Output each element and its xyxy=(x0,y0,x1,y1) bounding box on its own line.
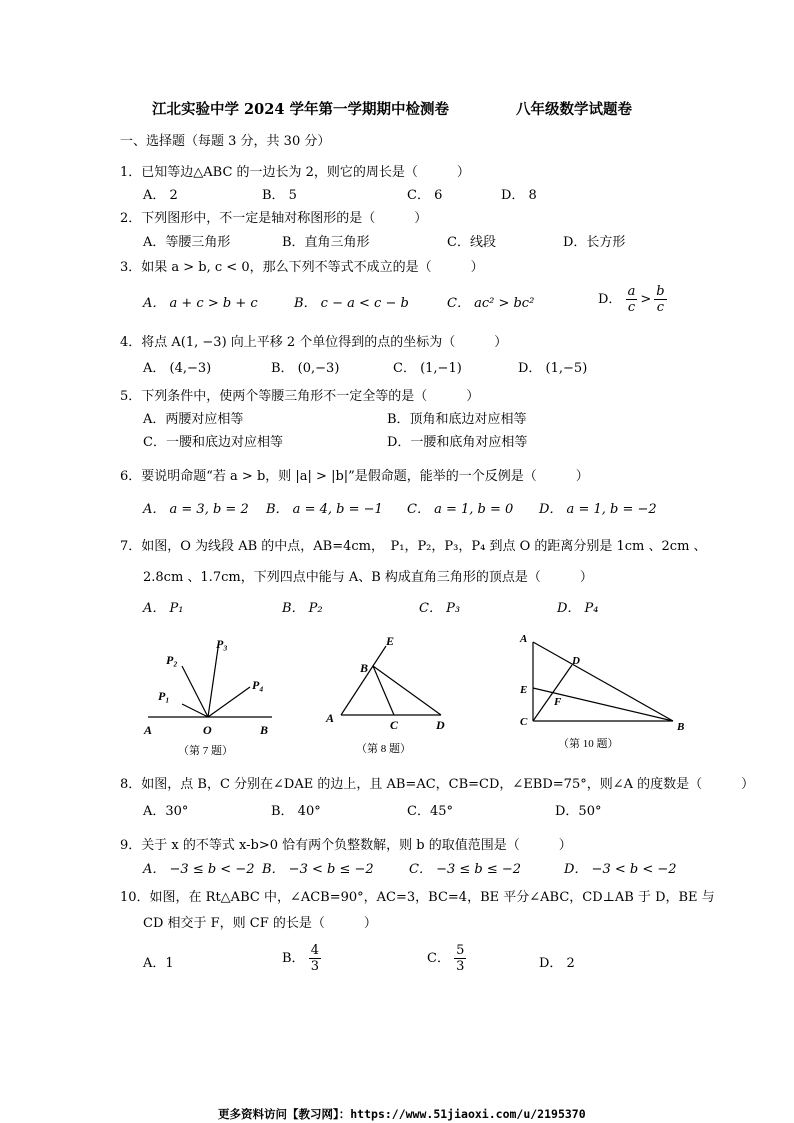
fraction-denominator: 3 xyxy=(456,959,465,974)
fraction-numerator: 5 xyxy=(456,943,465,958)
q9-option-d: D． −3 < b < −2 xyxy=(564,862,677,877)
q4-option-b: B． (0,−3) xyxy=(271,361,340,376)
q10-option-c xyxy=(427,940,466,978)
q6-stem: 6．要说明命题“若 a > b，则 |a| > |b|”是假命题，能举的一个反例是（ ） xyxy=(120,469,589,484)
q5-option-c: C．一腰和底边对应相等 xyxy=(143,435,283,450)
q10-stem-line2: CD 相交于 F，则 CF 的长是（ ） xyxy=(143,916,377,931)
q10-stem: 10．如图，在 Rt△ABC 中，∠ACB=90°，AC=3，BC=4，BE 平分∠ABC，CD⊥AB 于 D，BE 与 xyxy=(120,890,715,905)
fig10-label-b: B xyxy=(677,721,685,733)
q4-option-d: D． (1,−5) xyxy=(518,361,588,376)
q6-option-b: B． a = 4, b = −1 xyxy=(266,502,383,517)
q3-d-fraction-left xyxy=(626,284,638,315)
q2-option-d: D．长方形 xyxy=(563,235,626,250)
q5-stem: 5．下列条件中，使两个等腰三角形不一定全等的是（ ） xyxy=(120,389,480,404)
figure-8 xyxy=(318,632,458,760)
q6-option-c: C． a = 1, b = 0 xyxy=(407,502,514,517)
fraction-denominator: 3 xyxy=(310,959,319,974)
fraction-denominator: c xyxy=(656,300,665,315)
q7-option-a: A． P₁ xyxy=(143,601,184,616)
q1-option-d: D． 8 xyxy=(501,188,537,203)
fig7-label-a: A xyxy=(144,723,153,737)
q5-option-a: A．两腰对应相等 xyxy=(143,412,244,427)
fig8-label-d: D xyxy=(436,718,445,732)
q8-option-a: A．30° xyxy=(143,804,189,819)
section-heading: 一、选择题（每题 3 分，共 30 分） xyxy=(120,134,331,149)
fig7-label-p2: P₂ xyxy=(166,653,178,667)
q10-option-c-label: C． xyxy=(427,951,450,966)
q4-option-c: C． (1,−1) xyxy=(393,361,462,376)
q10-option-a: A．1 xyxy=(143,956,174,971)
fig7-caption: （第 7 题） xyxy=(178,745,233,757)
q2-option-a: A．等腰三角形 xyxy=(143,235,231,250)
fig10-label-e: E xyxy=(520,684,528,696)
q3-option-d: D． $\frac{a}{c}$ > $\frac{b}{c}$ xyxy=(598,284,665,315)
fraction-numerator: 4 xyxy=(310,943,319,958)
fraction-numerator: a xyxy=(627,284,636,299)
q3-d-fraction-right xyxy=(654,284,666,315)
exam-subject: 八年级数学试题卷 xyxy=(516,101,632,118)
fraction-denominator: c xyxy=(627,300,636,315)
fig10-label-a: A xyxy=(520,633,528,645)
q10-option-b-label: B． xyxy=(282,951,305,966)
fig10-caption: （第 10 题） xyxy=(558,738,619,750)
fraction-numerator: b xyxy=(656,284,665,299)
q3-option-a: A． a + c > b + c xyxy=(143,296,258,311)
q5-option-d: D．一腰和底角对应相等 xyxy=(387,435,528,450)
q3-option-b: B． c − a < c − b xyxy=(294,296,409,311)
q2-option-b: B．直角三角形 xyxy=(282,235,370,250)
q8-stem: 8．如图，点 B，C 分别在∠DAE 的边上，且 AB=AC，CB=CD，∠EBD=75°，则∠A 的度数是（ ） xyxy=(120,777,755,792)
q10-c-fraction xyxy=(454,943,466,974)
fig7-label-b: B xyxy=(260,723,269,737)
fig7-label-p4: P₄ xyxy=(252,678,264,692)
fig8-label-e: E xyxy=(386,634,395,648)
q3-stem: 3．如果 a > b, c < 0，那么下列不等式不成立的是（ ） xyxy=(120,260,484,275)
q6-option-d: D． a = 1, b = −2 xyxy=(539,502,657,517)
q7-option-b: B． P₂ xyxy=(282,601,323,616)
q10-option-d: D． 2 xyxy=(539,956,575,971)
exam-title: 江北实验中学 2024 学年第一学期期中检测卷 xyxy=(152,101,449,118)
fig8-label-b: B xyxy=(360,661,369,675)
fig7-label-o: O xyxy=(203,723,212,737)
fig8-caption: （第 8 题） xyxy=(356,743,411,755)
q4-stem: 4．将点 A(1, −3) 向上平移 2 个单位得到的点的坐标为（ ） xyxy=(120,335,508,350)
q1-option-a: A． 2 xyxy=(143,188,178,203)
fig10-label-f: F xyxy=(554,696,562,708)
footer-link[interactable]: 更多资料访问【教习网】：https://www.51jiaoxi.com/u/2195370 xyxy=(218,1107,586,1121)
fig8-label-a: A xyxy=(326,711,335,725)
q7-stem-line2: 2.8cm 、1.7cm，下列四点中能与 A、B 构成直角三角形的顶点是（ ） xyxy=(143,570,593,585)
q8-option-d: D．50° xyxy=(555,804,602,819)
q1-stem: 1．已知等边△ABC 的一边长为 2，则它的周长是（ ） xyxy=(120,165,470,180)
q10-option-b xyxy=(282,940,321,978)
q7-stem: 7．如图，O 为线段 AB 的中点，AB=4cm， P₁，P₂，P₃，P₄ 到点 O 的距离分别是 1cm 、2cm 、 xyxy=(120,539,707,554)
q3-option-d-label: D． xyxy=(598,292,622,307)
q2-option-c: C．线段 xyxy=(447,235,496,250)
q9-option-a: A． −3 ≤ b < −2 xyxy=(143,862,255,877)
fig10-label-d: D xyxy=(572,655,580,667)
figure-7 xyxy=(140,632,290,760)
q3-option-c: C． ac² > bc² xyxy=(447,296,535,311)
fig7-label-p3: P₃ xyxy=(216,637,228,651)
fig8-label-c: C xyxy=(390,718,399,732)
q8-option-c: C．45° xyxy=(407,804,453,819)
q9-option-b: B． −3 < b ≤ −2 xyxy=(262,862,374,877)
q1-option-b: B． 5 xyxy=(262,188,297,203)
fig7-label-p1: P₁ xyxy=(158,689,170,703)
q10-b-fraction xyxy=(309,943,321,974)
q7-option-c: C． P₃ xyxy=(419,601,461,616)
q9-option-c: C． −3 ≤ b ≤ −2 xyxy=(409,862,522,877)
figure-10 xyxy=(508,628,698,754)
q7-option-d: D． P₄ xyxy=(557,601,599,616)
q4-option-a: A． (4,−3) xyxy=(143,361,212,376)
q6-option-a: A． a = 3, b = 2 xyxy=(143,502,249,517)
q2-stem: 2．下列图形中，不一定是轴对称图形的是（ ） xyxy=(120,211,428,226)
q5-option-b: B．顶角和底边对应相等 xyxy=(387,412,527,427)
q9-stem: 9．关于 x 的不等式 x-b>0 恰有两个负整数解，则 b 的取值范围是（ ） xyxy=(120,838,572,853)
fig10-label-c: C xyxy=(520,716,528,728)
q1-option-c: C． 6 xyxy=(407,188,443,203)
q8-option-b: B． 40° xyxy=(271,804,321,819)
